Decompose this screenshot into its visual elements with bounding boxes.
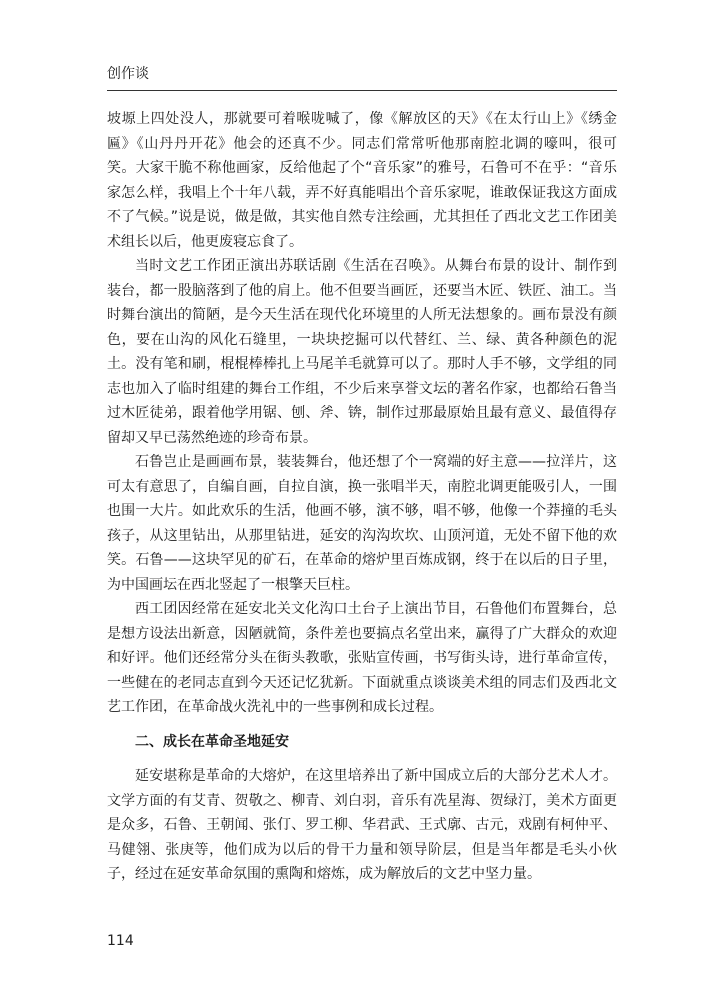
paragraph: 当时文艺工作团正演出苏联话剧《生活在召唤》。从舞台布景的设计、制作到装台，都一股脑落到了他的肩上。他不但要当画匠，还要当木匠、铁匠、油工。当时舞台演出的简陋，是今天生活在现代化环境里的人所无法想象的。画布景没有颜色，要在山沟的风化石缝里，一块块挖掘可以代替红、兰、绿、黄各种颜色的泥土。没有笔和刷，棍棍棒棒扎上马尾羊毛就算可以了。那时人手不够，文学组的同志也加入了临时组建的舞台工作组，不少后来享誉文坛的著名作家，也都给石鲁当过木匠徒弟，跟着他学用锯、刨、斧、锛，制作过那最原始且最有意义、最值得存留却又早已荡然绝迹的珍奇布景。 [107,258,617,446]
paragraph: 石鲁岂止是画画布景，装装舞台，他还想了个一窝端的好主意——拉洋片，这可太有意思了，自编自画，自拉自演，换一张唱半天，南腔北调更能吸引人，一围也围一大片。如此欢乐的生活，他画不够，演不够，唱不够，他像一个莽撞的毛头孩子，从这里钻出，从那里钻进，延安的沟沟坎坎、山顶河道，无处不留下他的欢笑。石鲁——这块罕见的矿石，在革命的熔炉里百炼成钢，终于在以后的日子里，为中国画坛在西北竖起了一根擎天巨柱。 [107,454,617,593]
paragraph: 西工团因经常在延安北关文化沟口土台子上演出节目，石鲁他们布置舞台，总是想方设法出新意，因陋就简，条件差也要搞点名堂出来，赢得了广大群众的欢迎和好评。他们还经常分头在街头教歌，张贴宣传画，书写街头诗，进行革命宣传，一些健在的老同志直到今天还记忆犹新。下面就重点谈谈美术组的同志们及西北文艺工作团，在革命战火洗礼中的一些事例和成长过程。 [107,601,617,715]
article-body [107,107,617,887]
page-header [107,64,617,91]
page-number: 114 [107,933,134,949]
section-heading: 二、成长在革命圣地延安 [135,733,289,750]
paragraph-continued: 坡塬上四处没人，那就要可着喉咙喊了，像《解放区的天》《在太行山上》《绣金匾》《山丹丹开花》他会的还真不少。同志们常常听他那南腔北调的嚎叫，很可笑。大家干脆不称他画家，反给他起了个“音乐家”的雅号，石鲁可不在乎：“音乐家怎么样，我唱上个十年八载，弄不好真能唱出个音乐家呢，谁敢保证我这方面成不了气候。”说是说，做是做，其实他自然专注绘画，尤其担任了西北文艺工作团美术组长以后，他更废寝忘食了。 [107,111,617,250]
paragraph: 延安堪称是革命的大熔炉，在这里培养出了新中国成立后的大部分艺术人才。文学方面的有艾青、贺敬之、柳青、刘白羽，音乐有冼星海、贺绿汀，美术方面更是众多，石鲁、王朝闻、张仃、罗工柳、华君武、王式廓、古元，戏剧有柯仲平、马健翎、张庚等，他们成为以后的骨干力量和领导阶层，但是当年都是毛头小伙子，经过在延安革命氛围的熏陶和熔炼，成为解放后的文艺中坚力量。 [107,768,617,882]
running-header-title: 创作谈 [107,66,149,82]
